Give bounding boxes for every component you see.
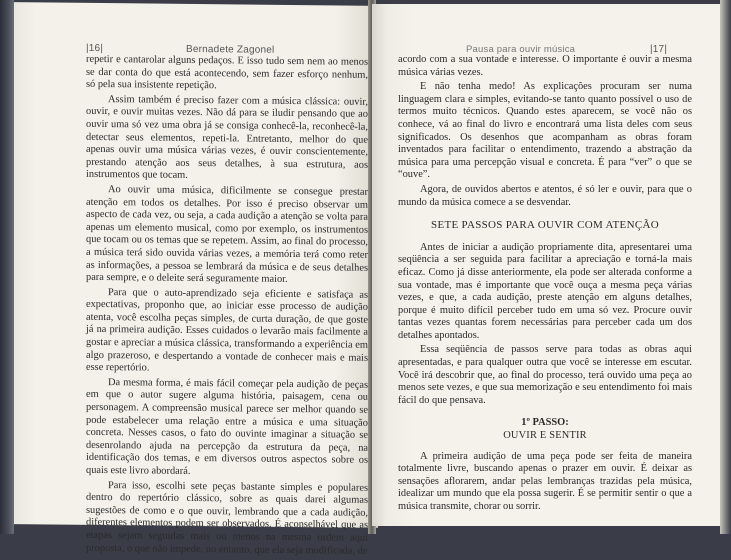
right-page <box>372 4 720 526</box>
paragraph: A primeira audição de uma peça pode ser feita de maneira totalmente livre, buscando apenas o prazer em ouvir. É deixar as sensações aflorarem, andar pelas lembranças trazidas pela música, idealizar um mundo que ela possa sugerir. É se permitir sentir o que a música transmite, chorar ou sorrir. <box>398 450 692 512</box>
paragraph: Para que o auto-aprendizado seja eficiente e satisfaça as expectativas, proponho que, ao iniciar esse processo de audição atenta, você escolha peças simples, de curta duração, de que goste já na primeira audição. Esses cuidados o levarão mais facilmente a gostar e apreciar a música clássica, transformando a experiência em algo prazeroso, e despertando a vontade de conhecer mais e mais esse repertório. <box>86 286 368 374</box>
step-subheading: OUVIR E SENTIR <box>503 430 587 442</box>
paragraph: Para isso, escolhi sete peças bastante simples e populares dentro do repertório clássico, sobre as quais darei algumas sugestões de como e o que ouvir, lembrando que a cada audição, diferentes elementos podem ser observados. É aconselhável que as etapas sejam seguidas mais ou menos na mesma ordem aqui proposta, o que não impede, no entanto, que ela seja modificada, de <box>86 479 368 557</box>
left-page <box>14 2 378 557</box>
book-edge-right <box>720 0 731 534</box>
running-head: Pausa para ouvir música <box>466 44 576 55</box>
body-text <box>86 54 368 560</box>
paragraph: Agora, de ouvidos abertos e atentos, é só ler e ouvir, para que o mundo da música comece a se desvendar. <box>398 183 692 208</box>
paragraph: repetir e cantarolar alguns pedaços. E isso tudo sem nem ao menos se dar conta do que está acontecendo, sem fazer esforço nenhum, só pela sua insistente repetição. <box>86 53 368 92</box>
paragraph: Essa seqüência de passos serve para todas as obras aqui apresentadas, e para qualquer outra que você se interesse em escutar. Você irá descobrir que, ao final do processo, terá ouvido uma peça ao menos sete vezes, e que sua memorização e seu entendimento foi mais fácil do que pensava. <box>398 344 692 406</box>
paragraph: Antes de iniciar a audição propriamente dita, apresentarei uma seqüência a ser seguida para facilitar a apreciação e torná-la mais eficaz. Como já disse anteriormente, ela pode ser alterada conforme a sua vontade, mas é importante que você ouça a mesma peça várias vezes, e que, a cada audição, preste atenção em alguns detalhes, porque é muito difícil perceber tudo em uma só vez. Procure ouvir tantas vezes quantas forem necessárias para perceber cada um dos detalhes apontados. <box>398 241 692 341</box>
page-number: |17| <box>650 44 668 55</box>
paragraph: Da mesma forma, é mais fácil começar pela audição de peças em que o autor sugere alguma história, paisagem, cena ou personagem. A compreensão musical parece ser melhor quando se pode estabelecer uma relação entre a música e uma situação concreta. Nesses casos, o fato do ouvinte imaginar a situação se desenrolando ajuda na percepção da estrutura da peça, na identificação dos temas, e em diversos outros aspectos sobre os quais este livro abordará. <box>86 376 368 477</box>
step-heading: 1º PASSO: <box>521 417 569 429</box>
book-edge-left <box>0 0 14 534</box>
paragraph: acordo com a sua vontade e interesse. O importante é ouvir a mesma música várias vezes. <box>398 54 692 78</box>
section-title: SETE PASSOS PARA OUVIR COM ATENÇÃO <box>431 219 659 232</box>
body-text <box>398 54 692 516</box>
running-head: Bernadete Zagonel <box>186 43 275 56</box>
paragraph: Assim também é preciso fazer com a música clássica: ouvir, ouvir, e ouvir muitas vezes. Não dá para se iludir pensando que ao ouvir uma só vez uma obra já se consiga conhecê-la, reconhecê-la, detectar seus elementos, repeti-la. Entretanto, melhor do que apenas ouvir uma música várias vezes, é ouvir conscientemente, prestando atenção aos seus detalhes, à sua estrutura, aos instrumentos que tocam. <box>86 93 368 182</box>
page-number: |16| <box>86 42 104 55</box>
paragraph: E não tenha medo! As explicações procuram ser numa linguagem clara e simples, evitando-se tanto quanto possível o uso de termos muito técnicos. Quando estes aparecem, se você não os conhece, vá ao final do livro e encontrará uma lista deles com seus significados. Os desenhos que acompanham as obras foram inventados para facilitar o entendimento, trazendo a abstração da música para uma percepção visual e concreta. É para “ver” o que se “ouve”. <box>398 81 692 181</box>
paragraph: Ao ouvir uma música, dificilmente se consegue prestar atenção em todos os detalhes. Por isso é preciso observar um aspecto de cada vez, ou seja, a cada audição a atenção se volta para apenas um elemento musical, como por exemplo, os instrumentos que tocam ou os temas que se repetem. Assim, ao final do processo, a música terá sido ouvida várias vezes, a memória terá como reter as informações, a pessoa se lembrará da música e de seus detalhes para sempre, e o deleite será seguramente maior. <box>86 184 368 286</box>
